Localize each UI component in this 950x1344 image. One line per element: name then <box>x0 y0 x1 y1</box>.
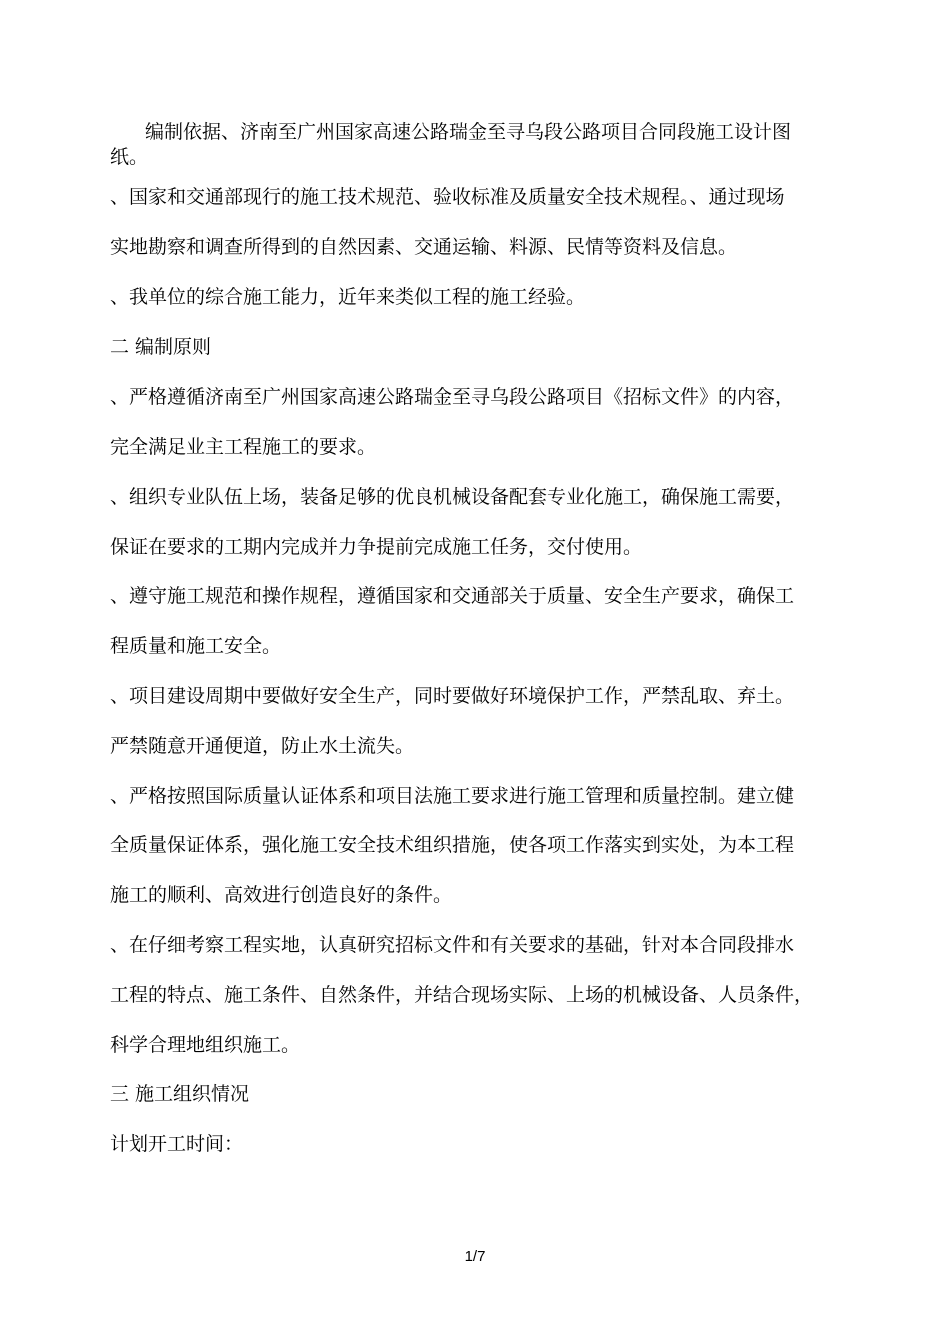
principle-line-6: 程质量和施工安全。 <box>110 635 282 657</box>
principle-line-5: 、遵守施工规范和操作规程，遵循国家和交通部关于质量、安全生产要求，确保工 <box>110 585 795 607</box>
principle-line-8: 严禁随意开通便道，防止水土流失。 <box>110 735 415 757</box>
basis-line-2: 纸。 <box>110 146 149 168</box>
principle-line-12: 、在仔细考察工程实地，认真研究招标文件和有关要求的基础，针对本合同段排水 <box>110 934 795 956</box>
page-number: 1/7 <box>464 1248 486 1265</box>
principle-line-13: 工程的特点、施工条件、自然条件，并结合现场实际、上场的机械设备、人员条件， <box>110 984 814 1006</box>
principle-line-4: 保证在要求的工期内完成并力争提前完成施工任务，交付使用。 <box>110 536 643 558</box>
section-heading-organization: 三 施工组织情况 <box>110 1083 250 1105</box>
principle-line-11: 施工的顺利、高效进行创造良好的条件。 <box>110 884 453 906</box>
principle-line-1: 、严格遵循济南至广州国家高速公路瑞金至寻乌段公路项目《招标文件》的内容， <box>110 386 795 408</box>
principle-line-9: 、严格按照国际质量认证体系和项目法施工要求进行施工管理和质量控制。建立健 <box>110 785 795 807</box>
basis-line-3: 、国家和交通部现行的施工技术规范、验收标准及质量安全技术规程。、通过现场 <box>110 186 785 208</box>
planned-start-time: 计划开工时间： <box>110 1133 244 1155</box>
section-heading-principles: 二 编制原则 <box>110 336 212 358</box>
principle-line-2: 完全满足业主工程施工的要求。 <box>110 436 377 458</box>
principle-line-10: 全质量保证体系，强化施工安全技术组织措施，使各项工作落实到实处，为本工程 <box>110 834 795 856</box>
principle-line-3: 、组织专业队伍上场，装备足够的优良机械设备配套专业化施工，确保施工需要， <box>110 486 795 508</box>
principle-line-14: 科学合理地组织施工。 <box>110 1034 301 1056</box>
principle-line-7: 、项目建设周期中要做好安全生产，同时要做好环境保护工作，严禁乱取、弃土。 <box>110 685 795 707</box>
basis-line-4: 实地勘察和调查所得到的自然因素、交通运输、料源、民情等资料及信息。 <box>110 236 738 258</box>
basis-line-5: 、我单位的综合施工能力，近年来类似工程的施工经验。 <box>110 286 586 308</box>
basis-line-1: 编制依据、济南至广州国家高速公路瑞金至寻乌段公路项目合同段施工设计图 <box>145 121 792 143</box>
